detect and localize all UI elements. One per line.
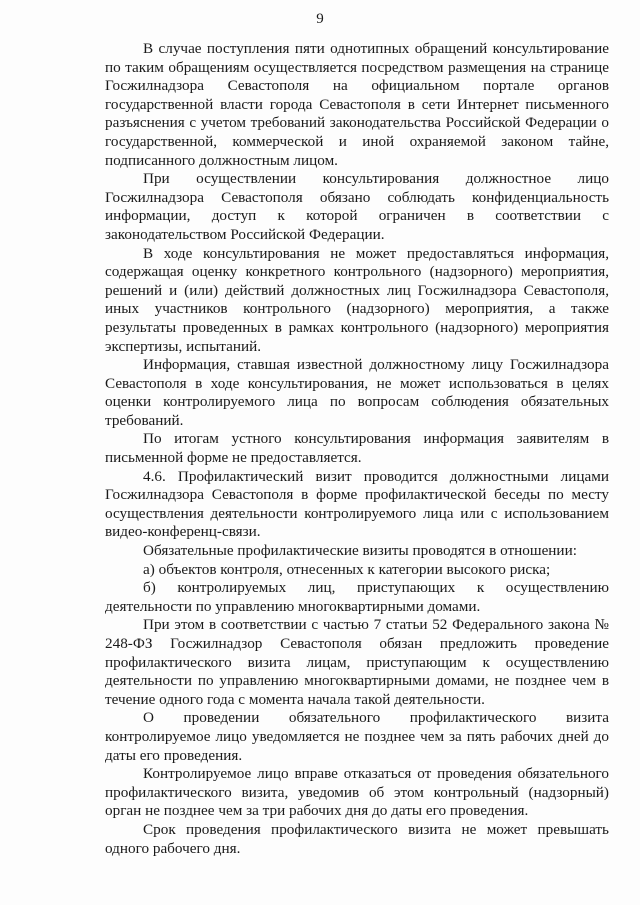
- paragraph-information-use: Информация, ставшая известной должностному лицу Госжилнадзора Севастополя в ходе консультирования, не может использоваться в целях оценки контролируемого лица по вопросам соблюдения обязательных требований.: [105, 356, 609, 429]
- list-item-a: а) объектов контроля, отнесенных к категории высокого риска;: [143, 560, 551, 578]
- paragraph-consultation-five-requests: В случае поступления пяти однотипных обращений консультирование по таким обращениям осуществляется посредством размещения на странице Госжилнадзора Севастополя на официальном портале органов государственной власти города Севастополя в сети Интернет письменного разъяснения с учетом требований законодательства Российской Федерации о государственной, коммерческой и иной охраняемой законом тайне, подписанного должностным лицом.: [105, 40, 609, 169]
- paragraph-oral-consultation: По итогам устного консультирования информация заявителям в письменной форме не предоставляется.: [105, 430, 609, 467]
- document-body: [105, 40, 609, 858]
- paragraph-notification: О проведении обязательного профилактического визита контролируемое лицо уведомляется не позднее чем за пять рабочих дней до даты его проведения.: [105, 709, 609, 764]
- paragraph-confidentiality: При осуществлении консультирования должностное лицо Госжилнадзора Севастополя обязано соблюдать конфиденциальность информации, доступ к которой ограничен в соответствии с законодательством Российской Федерации.: [105, 170, 609, 243]
- paragraph-mandatory-visits: Обязательные профилактические визиты проводятся в отношении:: [143, 542, 577, 560]
- list-item-b: б) контролируемых лиц, приступающих к осуществлению деятельности по управлению многоквартирными домами.: [105, 579, 609, 615]
- paragraph-visit-duration: Срок проведения профилактического визита не может превышать одного рабочего дня.: [105, 820, 609, 857]
- paragraph-article-52: При этом в соответствии с частью 7 статьи 52 Федерального закона № 248-ФЗ Госжилнадзор Севастополя обязан предложить проведение профилактического визита лицам, приступающим к осуществлению деятельности по управлению многоквартирными домами, не позднее чем в течение одного года с момента начала такой деятельности.: [105, 616, 609, 708]
- paragraph-restricted-information: В ходе консультирования не может предоставляться информация, содержащая оценку конкретного контрольного (надзорного) мероприятия, решений и (или) действий должностных лиц Госжилнадзора Севастополя, иных участников контрольного (надзорного) мероприятия, а также результаты проведенных в рамках контрольного (надзорного) мероприятия экспертизы, испытаний.: [105, 244, 609, 355]
- paragraph-section-4-6: 4.6. Профилактический визит проводится должностными лицами Госжилнадзора Севастополя в форме профилактической беседы по месту осуществления деятельности контролируемого лица или с использованием видео-конференц-связи.: [105, 467, 609, 541]
- page-number: 9: [316, 11, 324, 27]
- paragraph-refusal: Контролируемое лицо вправе отказаться от проведения обязательного профилактического визита, уведомив об этом контрольный (надзорный) орган не позднее чем за три рабочих дня до даты его проведения.: [105, 765, 609, 820]
